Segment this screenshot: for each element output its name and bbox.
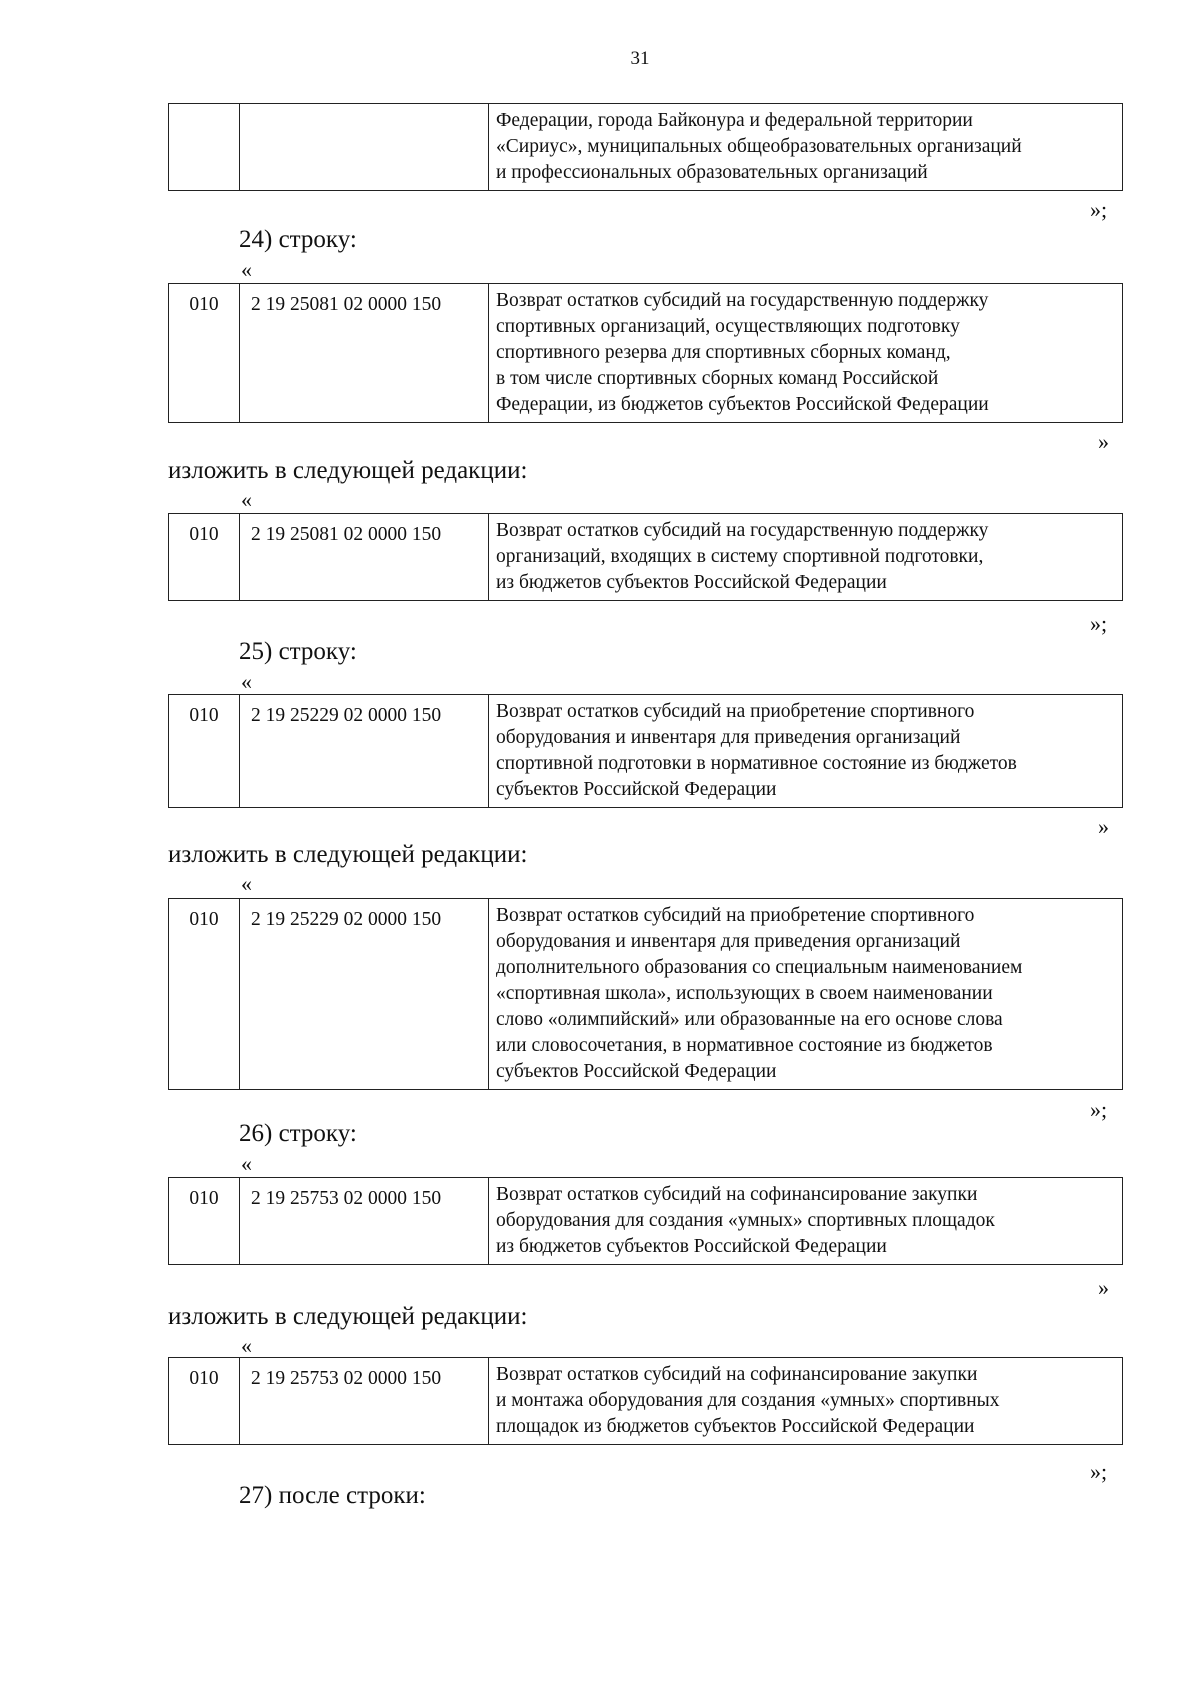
description-line: организаций, входящих в систему спортивной подготовки,: [496, 546, 984, 567]
table-row: [168, 898, 1123, 1090]
description-line: площадок из бюджетов субъектов Российской Федерации: [496, 1416, 975, 1437]
description-line: «Сириус», муниципальных общеобразовательных организаций: [496, 136, 1022, 157]
code-admin: 010: [169, 284, 240, 423]
replace-heading: изложить в следующей редакции:: [168, 1303, 528, 1330]
code-admin: 010: [169, 695, 240, 808]
open-quote: «: [241, 669, 252, 694]
description: [489, 1178, 1123, 1265]
code-budget: [240, 104, 489, 191]
table-row: [168, 103, 1123, 191]
code-admin: 010: [169, 514, 240, 601]
description-line: Возврат остатков субсидий на государственную поддержку: [496, 520, 989, 541]
open-quote: «: [241, 871, 252, 896]
description-line: субъектов Российской Федерации: [496, 779, 777, 800]
open-quote: «: [241, 257, 252, 282]
description-line: спортивного резерва для спортивных сборных команд,: [496, 342, 951, 363]
description-line: Возврат остатков субсидий на государственную поддержку: [496, 290, 989, 311]
description-line: и монтажа оборудования для создания «умных» спортивных: [496, 1390, 1000, 1411]
description: [489, 104, 1123, 191]
item-26-heading: 26) строку:: [239, 1120, 357, 1147]
code-budget: 2 19 25081 02 0000 150: [240, 514, 489, 601]
code-budget: 2 19 25229 02 0000 150: [240, 695, 489, 808]
code-budget: 2 19 25753 02 0000 150: [240, 1358, 489, 1445]
table-row: [168, 283, 1123, 423]
description: [489, 695, 1123, 808]
description-line: из бюджетов субъектов Российской Федерации: [496, 572, 887, 593]
code-budget: 2 19 25081 02 0000 150: [240, 284, 489, 423]
open-quote: «: [241, 487, 252, 512]
code-budget: 2 19 25753 02 0000 150: [240, 1178, 489, 1265]
code-admin: 010: [169, 899, 240, 1090]
description-line: в том числе спортивных сборных команд Российской: [496, 368, 939, 389]
description-line: «спортивная школа», использующих в своем наименовании: [496, 983, 993, 1004]
item-25-heading: 25) строку:: [239, 638, 357, 665]
item-24-heading: 24) строку:: [239, 226, 357, 253]
table-row: [168, 1177, 1123, 1265]
description: [489, 1358, 1123, 1445]
code-admin: 010: [169, 1178, 240, 1265]
description-line: Федерации, города Байконура и федеральной территории: [496, 110, 973, 131]
open-quote: «: [241, 1333, 252, 1358]
replace-heading: изложить в следующей редакции:: [168, 457, 528, 484]
description-line: субъектов Российской Федерации: [496, 1061, 777, 1082]
close-quote: »: [1098, 814, 1109, 839]
description: [489, 514, 1123, 601]
description-line: спортивной подготовки в нормативное состояние из бюджетов: [496, 753, 1017, 774]
open-quote: «: [241, 1151, 252, 1176]
description-line: спортивных организаций, осуществляющих подготовку: [496, 316, 960, 337]
description-line: из бюджетов субъектов Российской Федерации: [496, 1236, 887, 1257]
close-quote: »: [1098, 1275, 1109, 1300]
description-line: Возврат остатков субсидий на софинансирование закупки: [496, 1364, 978, 1385]
description-line: и профессиональных образовательных организаций: [496, 162, 928, 183]
code-budget: 2 19 25229 02 0000 150: [240, 899, 489, 1090]
description-line: Возврат остатков субсидий на приобретение спортивного: [496, 905, 975, 926]
item-27-heading: 27) после строки:: [239, 1482, 426, 1509]
close-quote: »;: [1090, 1097, 1108, 1122]
close-quote: »: [1098, 429, 1109, 454]
description: [489, 284, 1123, 423]
description-line: слово «олимпийский» или образованные на его основе слова: [496, 1009, 1003, 1030]
close-quote: »;: [1090, 611, 1108, 636]
code-admin: [169, 104, 240, 191]
table-row: [168, 1357, 1123, 1445]
page-number: 31: [630, 48, 650, 69]
close-quote: »;: [1090, 197, 1108, 222]
description-line: Возврат остатков субсидий на приобретение спортивного: [496, 701, 975, 722]
close-quote: »;: [1090, 1459, 1108, 1484]
code-admin: 010: [169, 1358, 240, 1445]
description-line: Возврат остатков субсидий на софинансирование закупки: [496, 1184, 978, 1205]
description: [489, 899, 1123, 1090]
description-line: Федерации, из бюджетов субъектов Российской Федерации: [496, 394, 989, 415]
table-row: [168, 694, 1123, 808]
description-line: оборудования и инвентаря для приведения организаций: [496, 727, 961, 748]
description-line: оборудования и инвентаря для приведения организаций: [496, 931, 961, 952]
table-row: [168, 513, 1123, 601]
description-line: или словосочетания, в нормативное состояние из бюджетов: [496, 1035, 993, 1056]
description-line: дополнительного образования со специальным наименованием: [496, 957, 1023, 978]
replace-heading: изложить в следующей редакции:: [168, 841, 528, 868]
description-line: оборудования для создания «умных» спортивных площадок: [496, 1210, 995, 1231]
